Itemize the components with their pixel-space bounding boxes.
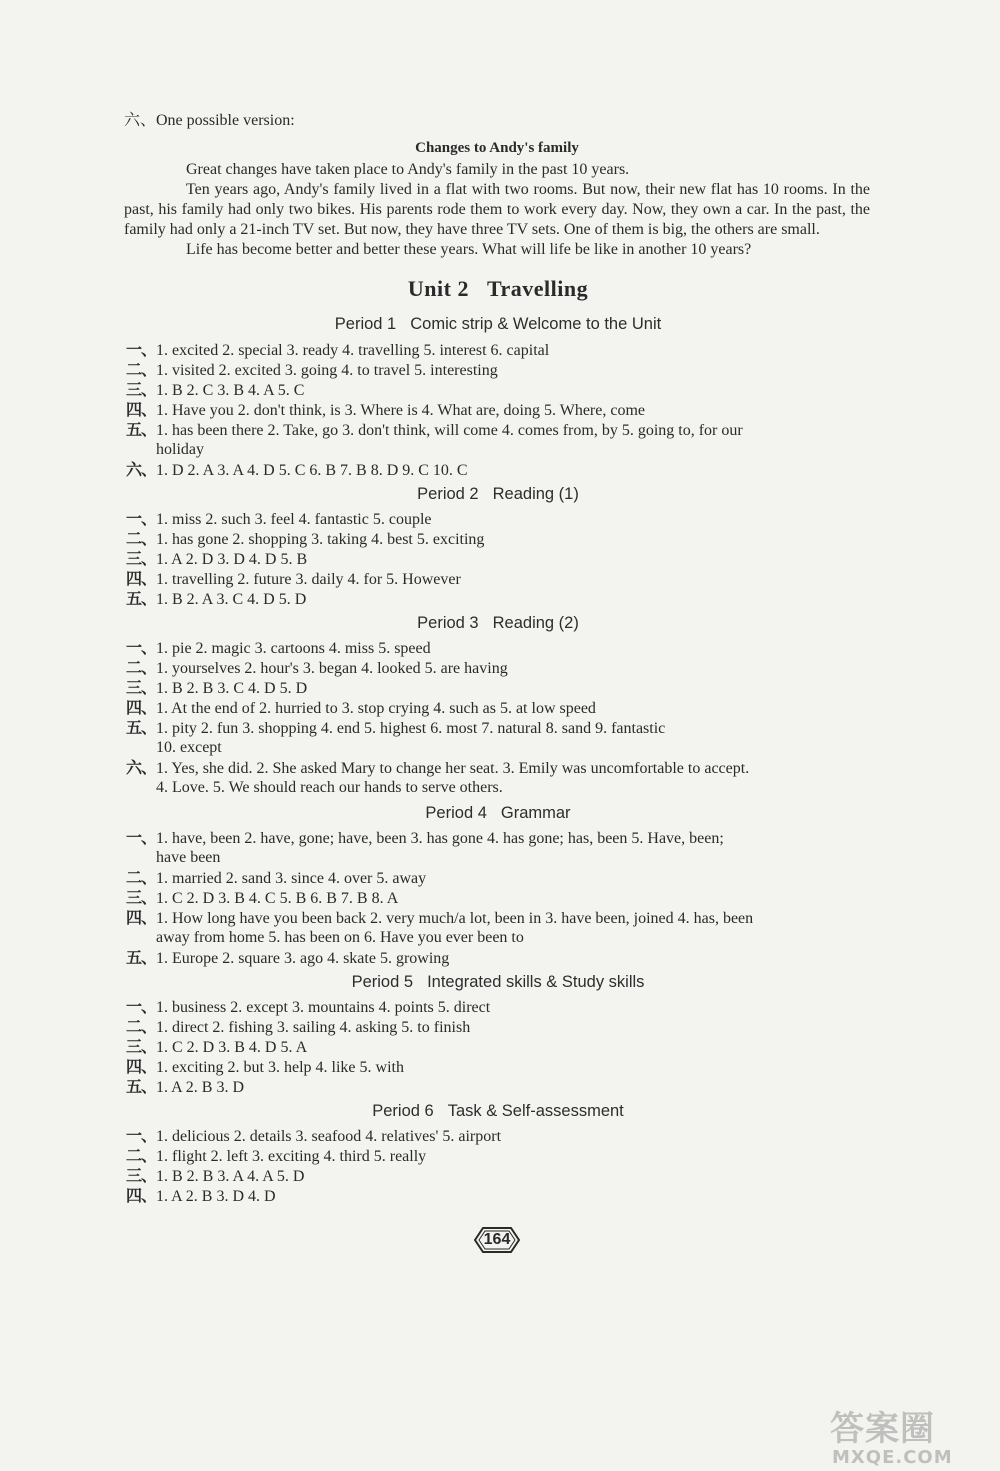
essay-paragraph: Great changes have taken place to Andy's family in the past 10 years. (186, 161, 630, 178)
period-name: Period 2 (417, 485, 479, 503)
section-number: 二、 (126, 1017, 157, 1036)
writing-sample-heading: 六、One possible version: (124, 112, 295, 129)
section-number: 六、 (126, 460, 157, 479)
answer-text: 1. B 2. B 3. A 4. A 5. D (156, 1168, 305, 1185)
section-number: 一、 (126, 509, 157, 528)
answer-line (126, 718, 870, 739)
answer-line (126, 948, 870, 969)
answer-text: 1. A 2. D 3. D 4. D 5. B (156, 551, 308, 568)
answer-line (126, 868, 870, 889)
answer-line (126, 888, 870, 909)
unit-label: Unit 2 (407, 276, 469, 301)
answer-line (126, 908, 870, 929)
answer-text: 1. C 2. D 3. B 4. D 5. A (156, 1039, 308, 1056)
answer-text: 1. flight 2. left 3. exciting 4. third 5. really (156, 1148, 427, 1165)
period-topic: Comic strip & Welcome to the Unit (410, 315, 662, 333)
section-number: 二、 (126, 360, 157, 379)
period-title (0, 313, 996, 335)
period-name: Period 5 (351, 973, 414, 991)
section-number: 二、 (126, 529, 157, 548)
period-title (0, 971, 996, 993)
period-title (0, 1100, 996, 1122)
section-number: 四、 (126, 698, 157, 717)
answer-text: 1. At the end of 2. hurried to 3. stop crying 4. such as 5. at low speed (156, 700, 596, 717)
answer-line (126, 828, 870, 849)
essay-paragraph: Life has become better and better these years. What will life be like in another 10 years? (186, 241, 752, 258)
section-number: 一、 (126, 828, 157, 847)
answer-line (126, 589, 870, 610)
essay-title: Changes to Andy's family (415, 140, 579, 156)
period-name: Period 3 (417, 614, 479, 632)
answer-line (126, 1037, 870, 1058)
answer-text: 1. exciting 2. but 3. help 4. like 5. with (156, 1059, 404, 1076)
section-number: 五、 (126, 1077, 157, 1096)
period-topic: Reading (2) (492, 614, 579, 632)
answer-line (126, 380, 870, 401)
answer-text: 1. A 2. B 3. D (156, 1079, 245, 1096)
answer-text: 1. miss 2. such 3. feel 4. fantastic 5. couple (156, 511, 432, 528)
section-number: 四、 (126, 908, 157, 927)
period-topic: Integrated skills & Study skills (427, 973, 645, 991)
answer-text: 1. business 2. except 3. mountains 4. points 5. direct (156, 999, 491, 1016)
answer-line (126, 400, 870, 421)
period-topic: Reading (1) (492, 485, 579, 503)
section-number: 四、 (126, 1057, 157, 1076)
answer-text: 1. excited 2. special 3. ready 4. travelling 5. interest 6. capital (156, 342, 550, 359)
answer-text: 1. B 2. C 3. B 4. A 5. C (156, 382, 305, 399)
answer-text: 1. pie 2. magic 3. cartoons 4. miss 5. speed (156, 640, 431, 657)
answer-line (126, 549, 870, 570)
answer-line (126, 460, 870, 481)
section-number: 四、 (126, 569, 157, 588)
watermark-logo (822, 1410, 998, 1470)
answer-text: 1. delicious 2. details 3. seafood 4. relatives' 5. airport (156, 1128, 502, 1145)
unit-name: Travelling (486, 276, 589, 301)
essay-paragraph: Ten years ago, Andy's family lived in a flat with two rooms. But now, their new flat has 10 rooms. In the past, his family had only two bikes. His parents rode them to work every day. Now, they own a car. In the past, the family had only a 21-inch TV set. But now, they have three TV sets. One of them is big, the others are small. (124, 181, 870, 238)
answer-text: 1. Have you 2. don't think, is 3. Where is 4. What are, doing 5. Where, come (156, 402, 645, 419)
section-number: 四、 (126, 400, 157, 419)
answer-text: 1. A 2. B 3. D 4. D (156, 1188, 276, 1205)
answer-text: 1. has been there 2. Take, go 3. don't think, will come 4. comes from, by 5. going to, for our (156, 422, 743, 439)
answer-continuation: away from home 5. has been on 6. Have you ever been to (156, 929, 524, 946)
section-number: 二、 (126, 1146, 157, 1165)
answer-line (126, 529, 870, 550)
answer-continuation: 4. Love. 5. We should reach our hands to serve others. (156, 779, 503, 796)
period-title (0, 612, 996, 634)
section-number: 三、 (126, 549, 157, 568)
period-title (0, 802, 996, 824)
writing-sample (124, 110, 870, 260)
answer-text: 1. B 2. B 3. C 4. D 5. D (156, 680, 308, 697)
answer-text: 1. Europe 2. square 3. ago 4. skate 5. growing (156, 950, 450, 967)
section-number: 三、 (126, 380, 157, 399)
answer-text: 1. How long have you been back 2. very much/a lot, been in 3. have been, joined 4. has, been (156, 910, 754, 927)
answer-line (126, 758, 870, 779)
period-title (0, 483, 996, 505)
answer-line (126, 678, 870, 699)
answer-line (126, 1057, 870, 1078)
section-number: 三、 (126, 678, 157, 697)
answer-continuation: have been (156, 849, 221, 866)
answer-line (126, 1166, 870, 1187)
answer-line (126, 997, 870, 1018)
answer-line (126, 658, 870, 679)
answer-text: 1. C 2. D 3. B 4. C 5. B 6. B 7. B 8. A (156, 890, 399, 907)
watermark-cn: 答案圈 (830, 1409, 935, 1449)
answer-text: 1. has gone 2. shopping 3. taking 4. best 5. exciting (156, 531, 485, 548)
watermark-en: MXQE.COM (832, 1447, 953, 1468)
section-number: 五、 (126, 948, 157, 967)
section-number: 二、 (126, 868, 157, 887)
section-number: 五、 (126, 718, 157, 737)
answer-line (126, 698, 870, 719)
section-number: 三、 (126, 888, 157, 907)
answer-line (126, 360, 870, 381)
section-number: 六、 (126, 758, 157, 777)
answer-line (126, 509, 870, 530)
essay-body (124, 160, 870, 260)
answer-line (126, 569, 870, 590)
answer-line (126, 638, 870, 659)
section-number: 三、 (126, 1166, 157, 1185)
answer-text: 1. visited 2. excited 3. going 4. to travel 5. interesting (156, 362, 498, 379)
unit-title (0, 274, 996, 304)
answer-continuation: 10. except (156, 739, 222, 756)
answer-text: 1. B 2. A 3. C 4. D 5. D (156, 591, 307, 608)
page-number-badge (473, 1225, 521, 1255)
section-number: 二、 (126, 658, 157, 677)
answer-text: 1. yourselves 2. hour's 3. began 4. looked 5. are having (156, 660, 508, 677)
answer-line (126, 1077, 870, 1098)
section-number: 五、 (126, 589, 157, 608)
page-number: 164 (483, 1231, 511, 1248)
answer-text: 1. travelling 2. future 3. daily 4. for 5. However (156, 571, 461, 588)
period-name: Period 4 (425, 804, 487, 822)
section-number: 一、 (126, 997, 157, 1016)
answer-text: 1. pity 2. fun 3. shopping 4. end 5. highest 6. most 7. natural 8. sand 9. fantastic (156, 720, 666, 737)
answer-line (126, 1126, 870, 1147)
section-number: 一、 (126, 1126, 157, 1145)
section-number: 一、 (126, 340, 157, 359)
period-name: Period 6 (372, 1102, 434, 1120)
answer-line (126, 1186, 870, 1207)
section-number: 三、 (126, 1037, 157, 1056)
answer-line (126, 420, 870, 441)
answer-line (126, 1146, 870, 1167)
answer-line (126, 340, 870, 361)
answer-text: 1. have, been 2. have, gone; have, been 3. has gone 4. has gone; has, been 5. Have, been; (156, 830, 724, 847)
section-number: 五、 (126, 420, 157, 439)
period-topic: Grammar (500, 804, 571, 822)
section-number: 四、 (126, 1186, 157, 1205)
answer-text: 1. Yes, she did. 2. She asked Mary to change her seat. 3. Emily was uncomfortable to accept. (156, 760, 750, 777)
section-number: 一、 (126, 638, 157, 657)
answer-text: 1. D 2. A 3. A 4. D 5. C 6. B 7. B 8. D 9. C 10. C (156, 462, 468, 479)
answer-continuation: holiday (156, 441, 204, 458)
answer-text: 1. direct 2. fishing 3. sailing 4. asking 5. to finish (156, 1019, 471, 1036)
period-topic: Task & Self-assessment (447, 1102, 624, 1120)
answer-text: 1. married 2. sand 3. since 4. over 5. away (156, 870, 427, 887)
answer-line (126, 1017, 870, 1038)
period-name: Period 1 (334, 315, 397, 333)
